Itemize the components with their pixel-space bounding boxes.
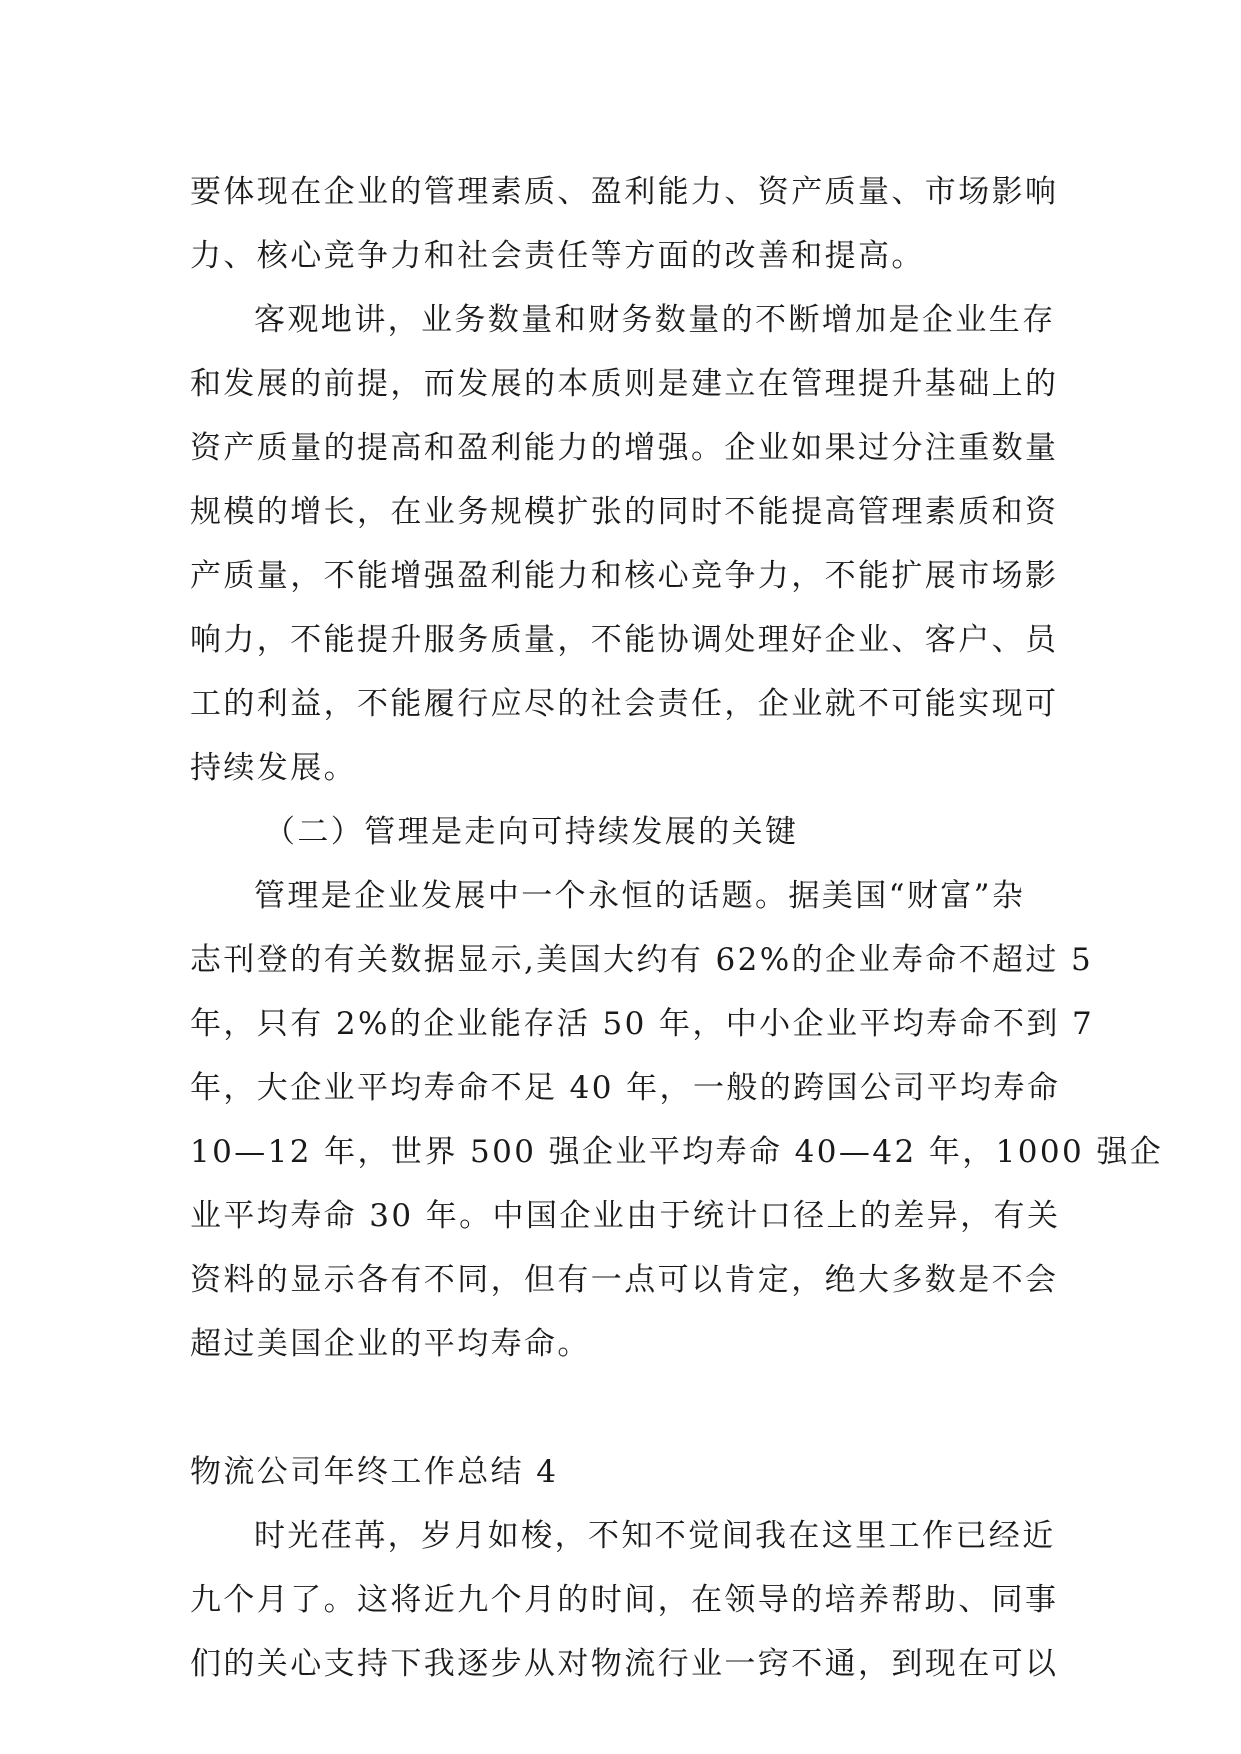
text-line: 管理是企业发展中一个永恒的话题。据美国“财富”杂 <box>254 878 1026 914</box>
text-line: 志刊登的有关数据显示,美国大约有 62%的企业寿命不超过 5 <box>190 942 1094 978</box>
text-line: 持续发展。 <box>190 750 357 786</box>
text-line: 年，只有 2%的企业能存活 50 年，中小企业平均寿命不到 7 <box>190 1006 1095 1042</box>
text-line: 客观地讲，业务数量和财务数量的不断增加是企业生存 <box>254 302 1056 338</box>
text-line: 和发展的前提，而发展的本质则是建立在管理提升基础上的 <box>190 366 1059 402</box>
text-line: 力、核心竞争力和社会责任等方面的改善和提高。 <box>190 238 925 274</box>
blank-line <box>190 1376 1052 1440</box>
paragraph-summary <box>190 1504 1059 1696</box>
text-line: 年，大企业平均寿命不足 40 年，一般的跨国公司平均寿命 <box>190 1070 1061 1106</box>
text-line: 们的关心支持下我逐步从对物流行业一窍不通，到现在可以 <box>190 1646 1059 1682</box>
paragraph-management <box>190 864 1164 1376</box>
text-line: 资料的显示各有不同，但有一点可以肯定，绝大多数是不会 <box>190 1262 1059 1298</box>
text-line: 业平均寿命 30 年。中国企业由于统计口径上的差异，有关 <box>190 1198 1061 1234</box>
text-line: 响力，不能提升服务质量，不能协调处理好企业、客户、员 <box>190 622 1059 658</box>
text-line: 产质量，不能增强盈利能力和核心竞争力，不能扩展市场影 <box>190 558 1059 594</box>
paragraph-continuation <box>190 160 1059 288</box>
text-line: 工的利益，不能履行应尽的社会责任，企业就不可能实现可 <box>190 686 1059 722</box>
paragraph-objective <box>190 288 1059 800</box>
section-subheading: （二）管理是走向可持续发展的关键 <box>264 814 799 850</box>
text-line: 九个月了。这将近九个月的时间，在领导的培养帮助、同事 <box>190 1582 1059 1618</box>
text-line: 规模的增长，在业务规模扩张的同时不能提高管理素质和资 <box>190 494 1059 530</box>
text-line: 要体现在企业的管理素质、盈利能力、资产质量、市场影响 <box>190 174 1059 210</box>
document-page <box>190 160 1164 1696</box>
section-title: 物流公司年终工作总结 4 <box>190 1454 559 1490</box>
text-line: 资产质量的提高和盈利能力的增强。企业如果过分注重数量 <box>190 430 1059 466</box>
text-line: 超过美国企业的平均寿命。 <box>190 1326 591 1362</box>
text-line: 时光荏苒，岁月如梭，不知不觉间我在这里工作已经近 <box>254 1518 1056 1554</box>
text-line: 10—12 年，世界 500 强企业平均寿命 40—42 年，1000 强企 <box>190 1134 1164 1170</box>
